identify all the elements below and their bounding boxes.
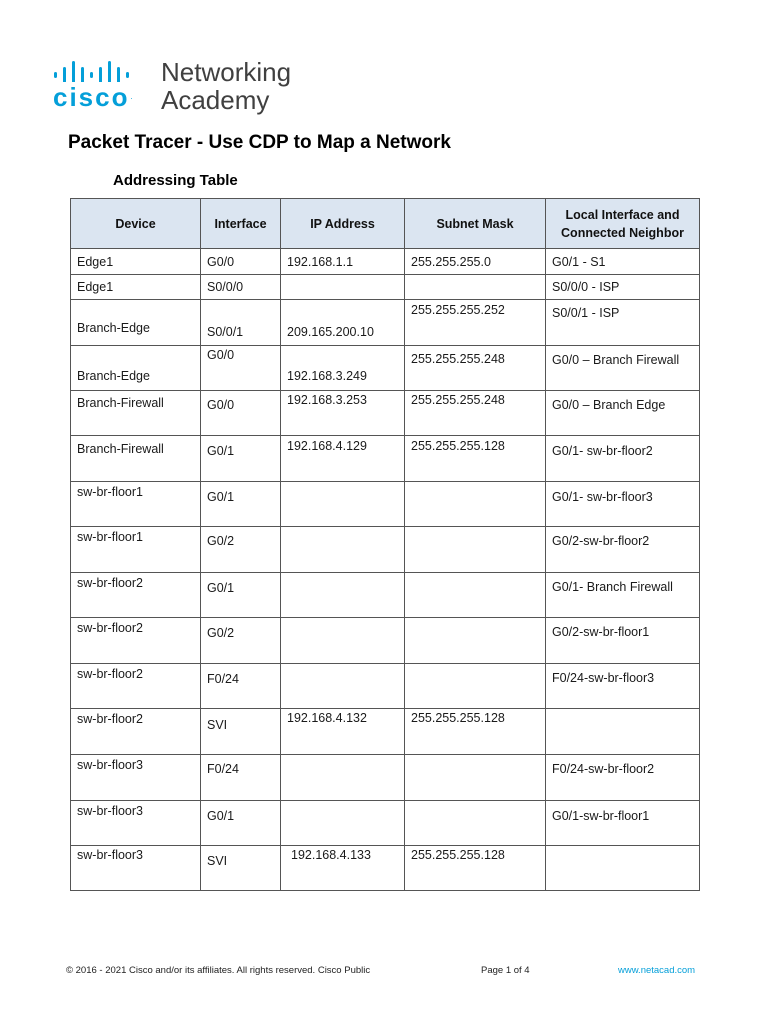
table-row [71,300,700,346]
cell-mask: 255.255.255.252 [405,300,546,346]
cell-interface: G0/1 [201,482,281,527]
cell-mask: 255.255.255.128 [405,846,546,891]
cell-interface: G0/2 [201,618,281,664]
cell-mask [405,664,546,709]
cell-device: sw-br-floor3 [71,755,201,801]
table-row [71,801,700,846]
cell-mask: 255.255.255.0 [405,249,546,275]
cell-ip: 209.165.200.10 [281,300,405,346]
cell-local: G0/1 - S1 [546,249,700,275]
section-title: Addressing Table [113,172,238,189]
cell-device: sw-br-floor2 [71,573,201,618]
cell-device: sw-br-floor2 [71,709,201,755]
cell-interface: SVI [201,709,281,755]
cell-mask [405,618,546,664]
cell-local: G0/2-sw-br-floor2 [546,527,700,573]
cell-local: S0/0/1 - ISP [546,300,700,346]
cell-ip: 192.168.1.1 [281,249,405,275]
document-title: Packet Tracer - Use CDP to Map a Network [68,132,451,153]
cell-local: G0/1- sw-br-floor2 [546,436,700,482]
table-row [71,618,700,664]
cell-mask [405,482,546,527]
table-row [71,249,700,275]
brand-line-academy: Academy [161,85,270,115]
table-header-row [71,199,700,249]
cell-interface: F0/24 [201,755,281,801]
cell-mask [405,527,546,573]
cell-interface: SVI [201,846,281,891]
cell-local [546,846,700,891]
cell-ip [281,573,405,618]
cell-device: Edge1 [71,249,201,275]
cell-mask: 255.255.255.128 [405,709,546,755]
cell-interface: G0/2 [201,527,281,573]
table-row [71,755,700,801]
footer-website-link[interactable]: www.netacad.com [618,965,696,976]
table-row [71,709,700,755]
cell-interface: G0/1 [201,436,281,482]
cell-device: sw-br-floor1 [71,482,201,527]
header-device: Device [71,199,201,249]
cell-mask [405,755,546,801]
header-local-interface: Local Interface and Connected Neighbor [546,199,700,249]
cell-interface: S0/0/0 [201,275,281,300]
cell-ip: 192.168.4.133 [281,846,405,891]
cell-ip: 192.168.3.249 [281,346,405,391]
header-ip-address: IP Address [281,199,405,249]
cell-device: sw-br-floor2 [71,664,201,709]
cell-local: F0/24-sw-br-floor2 [546,755,700,801]
cell-device: sw-br-floor2 [71,618,201,664]
cisco-networking-academy-logo [52,56,312,120]
table-row [71,482,700,527]
table-row [71,527,700,573]
cell-ip [281,801,405,846]
addressing-table [70,198,700,891]
cisco-bars-icon [52,60,148,82]
cell-local: S0/0/0 - ISP [546,275,700,300]
footer-copyright: © 2016 - 2021 Cisco and/or its affiliates. All rights reserved. Cisco Public [66,965,371,976]
cell-local: G0/2-sw-br-floor1 [546,618,700,664]
cell-interface: G0/1 [201,801,281,846]
table-row [71,391,700,436]
table-row [71,573,700,618]
table-row [71,846,700,891]
cell-device: Branch-Firewall [71,436,201,482]
cell-ip: 192.168.3.253 [281,391,405,436]
cell-mask [405,275,546,300]
cell-local: G0/1- Branch Firewall [546,573,700,618]
cell-mask: 255.255.255.128 [405,436,546,482]
cell-interface: F0/24 [201,664,281,709]
cell-mask [405,801,546,846]
cell-mask [405,573,546,618]
cell-device: sw-br-floor3 [71,846,201,891]
cell-ip [281,482,405,527]
header-interface: Interface [201,199,281,249]
cell-local: G0/1- sw-br-floor3 [546,482,700,527]
footer-page-number: Page 1 of 4 [481,965,530,976]
table-row [71,275,700,300]
cell-local: G0/0 – Branch Edge [546,391,700,436]
cell-interface: G0/1 [201,573,281,618]
cell-interface: G0/0 [201,249,281,275]
cell-interface: G0/0 [201,391,281,436]
cell-ip: 192.168.4.132 [281,709,405,755]
cisco-wordmark: cisco. [53,82,133,112]
cell-ip [281,755,405,801]
table-row [71,436,700,482]
cell-ip: 192.168.4.129 [281,436,405,482]
cell-ip [281,618,405,664]
cell-mask: 255.255.255.248 [405,391,546,436]
cell-device: Branch-Edge [71,300,201,346]
cell-local: G0/0 – Branch Firewall [546,346,700,391]
cell-device: Branch-Firewall [71,391,201,436]
cell-local: F0/24-sw-br-floor3 [546,664,700,709]
cell-local: G0/1-sw-br-floor1 [546,801,700,846]
table-row [71,346,700,391]
cell-device: sw-br-floor3 [71,801,201,846]
cell-device: sw-br-floor1 [71,527,201,573]
brand-line-networking: Networking [161,57,292,87]
cell-ip [281,527,405,573]
cell-interface: S0/0/1 [201,300,281,346]
cell-ip [281,275,405,300]
table-row [71,664,700,709]
cell-interface: G0/0 [201,346,281,391]
cell-local [546,709,700,755]
cell-device: Branch-Edge [71,346,201,391]
header-subnet-mask: Subnet Mask [405,199,546,249]
cell-ip [281,664,405,709]
cell-device: Edge1 [71,275,201,300]
cell-mask: 255.255.255.248 [405,346,546,391]
